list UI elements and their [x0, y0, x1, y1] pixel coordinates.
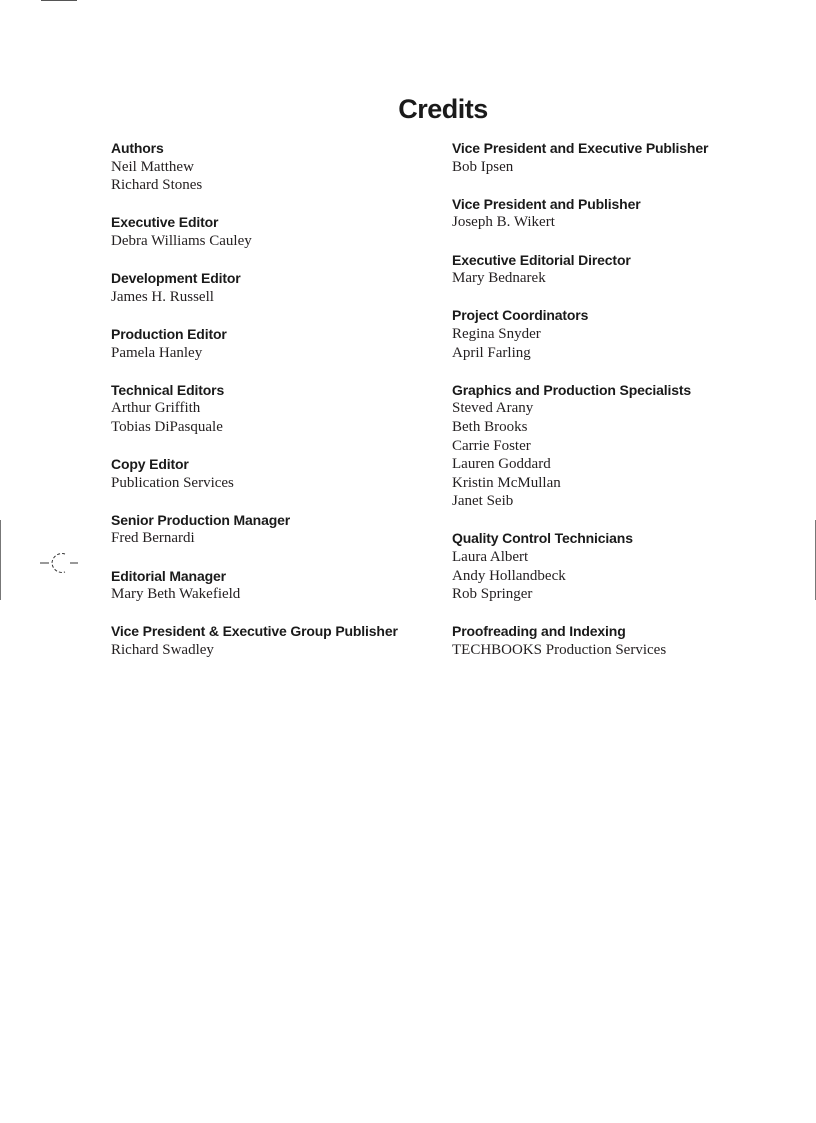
role-heading: Proofreading and Indexing	[452, 623, 626, 640]
credit-group-technical-editors	[111, 381, 431, 437]
person-name: Carrie Foster	[452, 437, 531, 454]
credit-group-quality-control-technicians	[452, 529, 782, 603]
person-name: Bob Ipsen	[452, 158, 514, 175]
person-name: Richard Stones	[111, 177, 203, 194]
credit-group-authors	[111, 139, 431, 195]
person-name: Publication Services	[111, 474, 234, 491]
role-heading: Authors	[111, 140, 164, 156]
crop-mark-top	[41, 0, 77, 1]
credits-column-left	[111, 139, 431, 678]
registration-mark-icon	[40, 551, 80, 575]
role-heading: Development Editor	[111, 270, 241, 287]
person-name: Pamela Hanley	[111, 344, 203, 361]
person-name: Lauren Goddard	[452, 456, 551, 473]
credit-group-executive-editorial-director	[452, 251, 782, 288]
person-name: Mary Bednarek	[452, 270, 546, 287]
person-name: TECHBOOKS Production Services	[452, 642, 667, 659]
credit-group-copy-editor	[111, 455, 431, 492]
person-name: Laura Albert	[452, 549, 529, 566]
person-name: April Farling	[452, 344, 531, 361]
role-heading: Graphics and Production Specialists	[452, 381, 692, 398]
credit-group-graphics-production-specialists	[452, 381, 782, 511]
credit-group-production-editor	[111, 325, 431, 362]
credit-group-vp-publisher	[452, 195, 782, 232]
role-heading: Senior Production Manager	[111, 511, 291, 528]
role-heading: Project Coordinators	[452, 307, 589, 324]
person-name: Mary Beth Wakefield	[111, 586, 241, 603]
person-name: Andy Hollandbeck	[452, 567, 566, 584]
person-name: Steved Arany	[452, 400, 534, 417]
role-heading: Quality Control Technicians	[452, 530, 633, 547]
role-heading: Technical Editors	[111, 381, 225, 398]
person-name: Debra Williams Cauley	[111, 232, 252, 249]
role-heading: Production Editor	[111, 325, 227, 342]
person-name: Neil Matthew	[111, 158, 194, 175]
role-heading: Vice President and Executive Publisher	[452, 140, 709, 156]
role-heading: Editorial Manager	[111, 567, 226, 584]
person-name: Beth Brooks	[452, 418, 528, 435]
crop-mark-left	[0, 520, 1, 600]
credits-column-right	[452, 139, 782, 678]
person-name: Arthur Griffith	[111, 400, 201, 417]
credit-group-executive-editor	[111, 213, 431, 250]
person-name: Kristin McMullan	[452, 474, 561, 491]
person-name: Rob Springer	[452, 586, 533, 603]
person-name: Richard Swadley	[111, 642, 214, 659]
credit-group-proofreading-indexing	[452, 622, 782, 659]
credit-group-project-coordinators	[452, 306, 782, 362]
person-name: Joseph B. Wikert	[452, 214, 555, 231]
person-name: James H. Russell	[111, 288, 214, 305]
credit-group-vp-executive-publisher	[452, 139, 782, 176]
person-name: Janet Seib	[452, 493, 514, 510]
role-heading: Vice President & Executive Group Publisher	[111, 623, 398, 640]
credit-group-editorial-manager	[111, 567, 431, 604]
role-heading: Vice President and Publisher	[452, 195, 641, 212]
credit-group-senior-production-manager	[111, 511, 431, 548]
person-name: Fred Bernardi	[111, 530, 195, 547]
person-name: Regina Snyder	[452, 325, 541, 342]
role-heading: Copy Editor	[111, 456, 189, 473]
credit-group-development-editor	[111, 269, 431, 306]
role-heading: Executive Editor	[111, 214, 219, 231]
person-name: Tobias DiPasquale	[111, 418, 223, 435]
role-heading: Executive Editorial Director	[452, 251, 631, 268]
page-title: Credits	[398, 94, 488, 124]
credit-group-vp-executive-group-publisher	[111, 622, 431, 659]
